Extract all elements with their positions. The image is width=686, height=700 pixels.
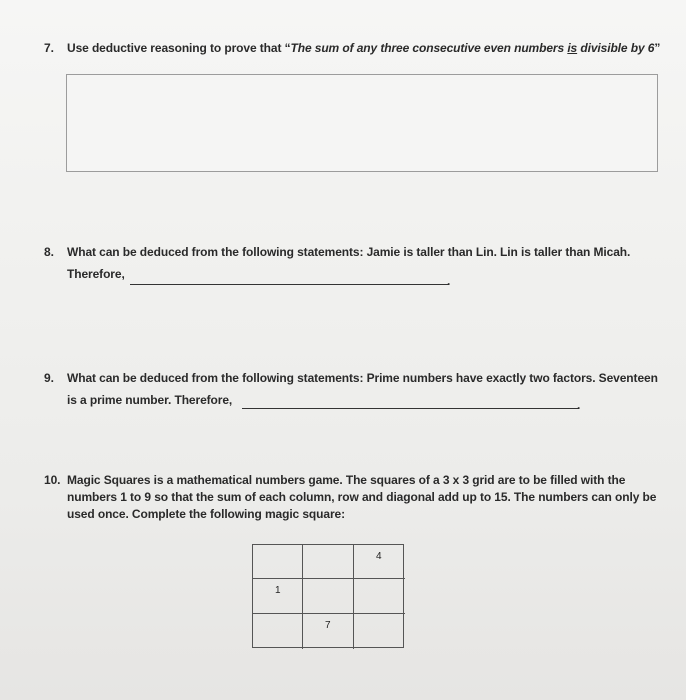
question-7-quote bbox=[290, 41, 654, 55]
magic-square-cell[interactable] bbox=[303, 614, 354, 649]
question-8-end-mark: . bbox=[447, 274, 451, 288]
magic-square-cell[interactable] bbox=[253, 545, 303, 579]
magic-square-cell[interactable] bbox=[253, 579, 303, 614]
quote-part-1: The sum of any three consecutive even numbers bbox=[290, 41, 568, 55]
question-10-line2: numbers 1 to 9 so that the sum of each column, row and diagonal add up to 15. The numbers can only be bbox=[67, 490, 657, 504]
magic-square-grid bbox=[252, 544, 404, 648]
question-9-end-mark: . bbox=[577, 398, 581, 412]
question-8-line2: Therefore, bbox=[67, 267, 125, 281]
magic-square-cell[interactable] bbox=[354, 614, 405, 649]
quote-is-underlined: is bbox=[567, 41, 578, 55]
cell-value: 1 bbox=[275, 585, 281, 596]
question-8-answer-blank[interactable] bbox=[130, 284, 448, 285]
magic-square-cell[interactable] bbox=[303, 545, 354, 579]
question-7 bbox=[44, 40, 664, 58]
magic-square-cell[interactable] bbox=[354, 579, 405, 614]
magic-square-cell[interactable] bbox=[303, 579, 354, 614]
question-7-prefix: Use deductive reasoning to prove that “ bbox=[67, 41, 291, 55]
question-7-text bbox=[67, 40, 660, 56]
cell-value: 4 bbox=[376, 551, 382, 562]
magic-square-cell[interactable] bbox=[253, 614, 303, 649]
question-9-line1: What can be deduced from the following statements: Prime numbers have exactly two factors. Seventeen bbox=[67, 371, 658, 385]
question-9-line2: is a prime number. Therefore, bbox=[67, 393, 233, 407]
question-9-answer-blank[interactable] bbox=[242, 408, 578, 409]
quote-part-2: divisible by 6 bbox=[577, 41, 655, 55]
question-8 bbox=[44, 244, 664, 284]
question-7-suffix: ” bbox=[654, 41, 661, 55]
question-10-line3: used once. Complete the following magic square: bbox=[67, 507, 346, 521]
question-9-number: 9. bbox=[44, 371, 54, 385]
cell-value: 7 bbox=[325, 620, 331, 631]
question-7-answer-box[interactable] bbox=[66, 74, 658, 172]
question-10-line1: Magic Squares is a mathematical numbers game. The squares of a 3 x 3 grid are to be filled with the bbox=[67, 473, 626, 487]
question-8-number: 8. bbox=[44, 245, 54, 259]
magic-square-cell[interactable] bbox=[354, 545, 405, 579]
question-7-number: 7. bbox=[44, 41, 54, 55]
question-8-line1: What can be deduced from the following statements: Jamie is taller than Lin. Lin is taller than Micah. bbox=[67, 245, 631, 259]
question-10 bbox=[44, 472, 664, 528]
question-10-number: 10. bbox=[44, 473, 61, 487]
